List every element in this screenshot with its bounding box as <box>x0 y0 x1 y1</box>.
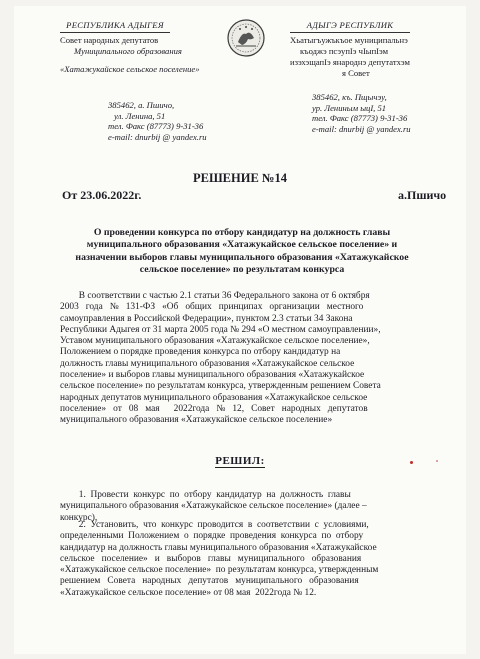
address-line: ул. Ленина, 51 <box>114 110 166 121</box>
text-line: самоуправления в Российской Федерации», пунктом 2.3 статьи 34 Закона <box>60 313 353 324</box>
text-line: поселение» от 08 мая 2022года № 12, Совет народных депутатов <box>60 403 368 414</box>
phone-line: тел. Факс (87773) 9-31-36 <box>108 121 204 131</box>
decision-place: а.Пшичо <box>398 188 447 202</box>
header-right <box>290 20 450 79</box>
council-line-ady: изэхэщапIэ янароднэ депутатхэм <box>290 57 410 67</box>
item-2 <box>60 520 378 599</box>
subject-line: сельское поселение» по результатам конкурса <box>139 264 345 276</box>
resolved-label: РЕШИЛ: <box>215 455 265 467</box>
decision-subject <box>52 227 432 277</box>
text-line: Положением о порядке проведения конкурса по отбору кандидатур на <box>60 347 341 358</box>
text-line: «Хатажукайское сельское поселение» от 08 мая 2022года № 12. <box>60 587 317 598</box>
republic-title-ru: РЕСПУБЛИКА АДЫГЕЯ <box>60 20 170 33</box>
text-line: 2. Установить, что конкурс проводится в соответствии с условиями, <box>60 520 369 530</box>
text-line: 2003 года № 131-ФЗ «Об общих принципах организации местного <box>60 302 364 313</box>
text-line: Республики Адыгея от 31 марта 2005 года № 294 «О местном самоуправлении», <box>60 324 381 335</box>
address-line: ур. Лениным ыцI, 51 <box>312 102 387 113</box>
text-line: должность главы муниципального образования «Хатажукайское сельское <box>60 358 355 369</box>
phone-line: тел. Факс (87773) 9-31-36 <box>312 113 408 123</box>
text-line: поселение» и выборов главы муниципального образования «Хатажукайское <box>60 370 365 381</box>
red-mark <box>410 461 413 464</box>
council-municipality: Муниципального образования <box>74 46 182 56</box>
council-name-ady: Хьатыгъужъкъое муниципальнэ <box>290 35 408 45</box>
text-line: 1. Провести конкурс по отбору кандидатур на должность главы <box>60 490 351 500</box>
resolved-heading <box>14 455 466 467</box>
council-name: Совет народных депутатов <box>60 35 159 45</box>
address-right <box>312 92 411 134</box>
address-line: 385462, къ. Пщычэу, <box>312 92 387 102</box>
text-line: В соответствии с частью 2.1 статьи 36 Федерального закона от 6 октября <box>60 291 370 301</box>
item-1 <box>60 490 367 524</box>
header-left <box>60 20 210 75</box>
preamble-paragraph <box>60 291 381 427</box>
address-line: 385462, а. Пшичо, <box>108 100 175 110</box>
decision-date: От 23.06.2022г. <box>62 188 142 202</box>
council-line-ady: я Совет <box>342 68 370 78</box>
text-line: «Хатажукайское сельское поселение» по результатам конкурса, утвержденным <box>60 565 379 576</box>
text-line: сельское поселение» и выборов главы муниципального образования <box>60 553 362 564</box>
settlement-name: «Хатажукайское сельское поселение» <box>60 64 200 74</box>
text-line: конкурс). <box>60 512 98 523</box>
council-line-ady: къоджэ псэупIэ чIыпIэм <box>300 46 389 56</box>
text-line: решением Совета народных депутатов муниципального образования <box>60 576 359 587</box>
subject-line: О проведении конкурса по отбору кандидатур на должность главы <box>93 227 391 238</box>
subject-line: муниципального образования «Хатажукайское сельское поселение» и <box>86 239 398 251</box>
text-line: муниципального образования «Хатажукайское сельское поселение» (далее – <box>60 501 367 512</box>
address-left <box>108 100 207 142</box>
coat-of-arms-icon <box>226 18 266 58</box>
text-line: определенными Положением о порядке проведения конкурса по отбору <box>60 531 364 542</box>
email-line: e-mail: dnurbij @ yandex.ru <box>312 123 411 134</box>
republic-title-ady: АДЫГЭ РЕСПУБЛИК <box>290 20 410 33</box>
text-line: народных депутатов муниципального образования «Хатажукайское сельское <box>60 392 368 403</box>
text-line: сельское поселение» по результатам конкурса, утвержденным решением Совета <box>60 381 381 392</box>
decision-title: РЕШЕНИЕ №14 <box>192 171 287 185</box>
text-line: кандидатур на должность главы муниципального образования «Хатажукайское <box>60 542 377 553</box>
text-line: муниципального образования «Хатажукайское сельское поселение» <box>60 415 333 426</box>
subject-line: назначении выборов главы муниципального образования «Хатажукайское <box>75 251 409 263</box>
text-line: Уставом муниципального образования «Хатажукайское сельское поселение», <box>60 336 370 347</box>
document-page <box>14 6 466 654</box>
email-line: e-mail: dnurbij @ yandex.ru <box>108 131 207 142</box>
ink-dot <box>436 460 438 462</box>
